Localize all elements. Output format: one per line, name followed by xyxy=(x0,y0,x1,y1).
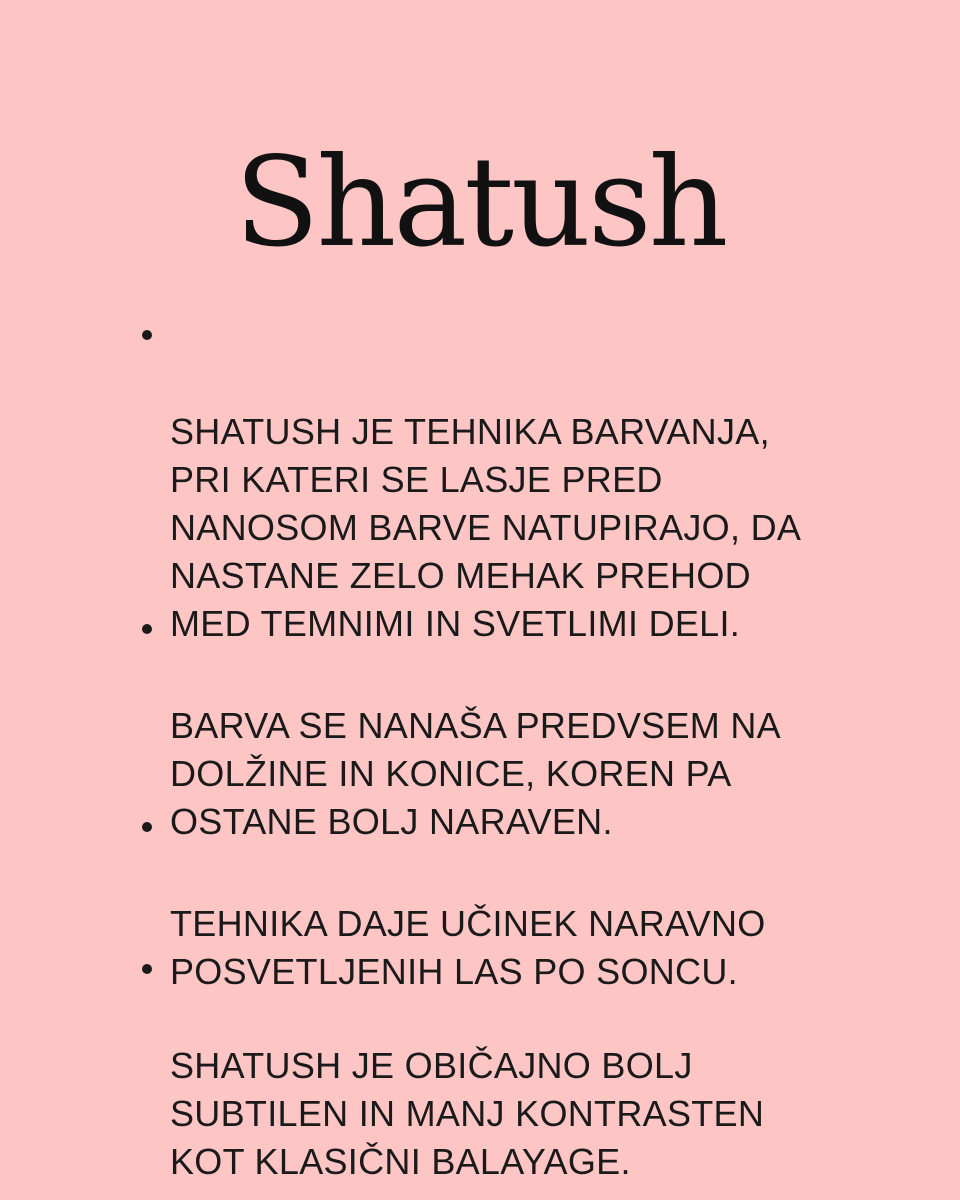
bullet-text: TEHNIKA DAJE UČINEK NARAVNO POSVETLJENIH LAS PO SONCU. xyxy=(170,903,766,992)
bullet-text: SHATUSH JE TEHNIKA BARVANJA, PRI KATERI SE LASJE PRED NANOSOM BARVE NATUPIRAJO, DA NASTANE ZELO MEHAK PREHOD MED TEMNIMI IN SVETLIMI DELI. xyxy=(170,411,802,644)
bullet-dot-icon xyxy=(142,964,152,974)
bullet-text: BARVA SE NANAŠA PREDVSEM NA DOLŽINE IN KONICE, KOREN PA OSTANE BOLJ NARAVEN. xyxy=(170,705,781,842)
bullet-dot-icon xyxy=(142,624,152,634)
bullet-dot-icon xyxy=(142,822,152,832)
list-item xyxy=(0,312,850,648)
bullet-dot-icon xyxy=(142,330,152,340)
bullet-text: SHATUSH JE OBIČAJNO BOLJ SUBTILEN IN MANJ KONTRASTEN KOT KLASIČNI BALAYAGE. xyxy=(170,1045,765,1182)
list-item xyxy=(0,946,850,1186)
page-title: Shatush xyxy=(234,131,726,275)
